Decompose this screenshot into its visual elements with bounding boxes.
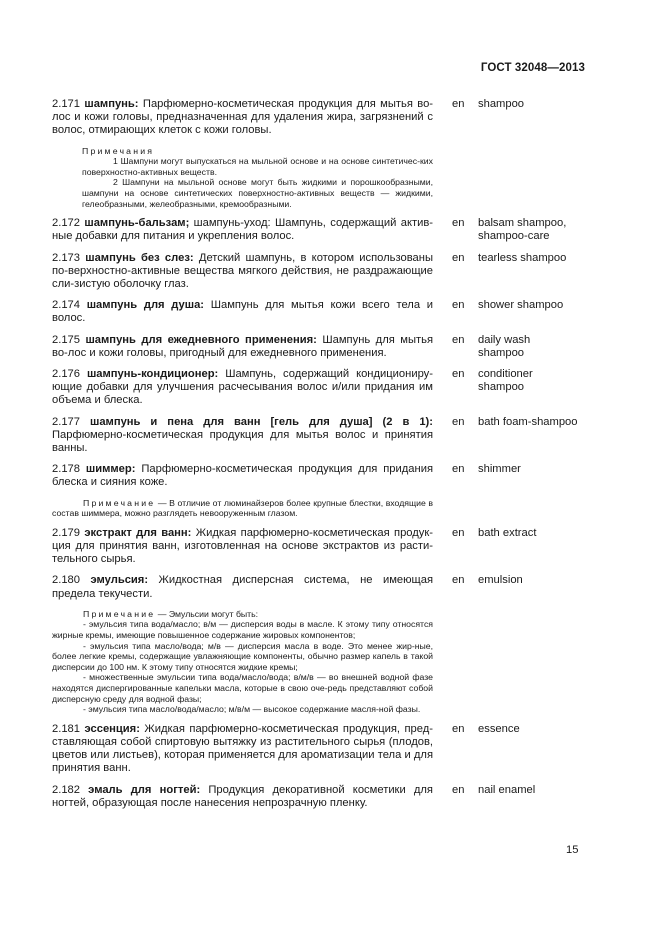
term-title: шампунь для ежедневного применения: [85,333,317,346]
term-entry [52,723,592,776]
term-title: шампунь: [84,98,139,110]
term-title: шампунь-кондиционер: [86,368,219,380]
language-code: en [452,463,465,476]
language-code: en [452,415,465,428]
term-title: шампунь для душа: [86,299,205,312]
english-equivalent: shimmer [478,463,521,476]
term-entry [52,217,592,243]
term-definition [52,252,433,292]
language-code: en [452,526,465,539]
language-code: en [452,574,465,587]
note-line: — Эмульсии могут быть: [157,608,259,619]
term-entry [52,463,592,489]
note-line: - множественные эмульсии типа вода/масло/вода; в/м/в — во внешней водной фазе находятся диспергированные капельки масла, которые в свою оче-редь представляют собой дисперсную среду для водной фазы; [52,672,433,704]
definition-text: Парфюмерно-косметическая продукция для мытья во-лос и кожи головы, предназначенная для удаления жира, загрязнений с волос, отмирающих клеток с кожи головы. [52,98,434,137]
note-block [52,609,433,715]
term-number: 2.172 [52,217,80,230]
term-title: эссенция: [84,722,140,735]
term-title: экстракт для ванн: [84,526,192,539]
definition-text: Детский шампунь, в котором использованы по-верхностно-активные вещества мягкого действия, не раздражающие сли-зистую оболочку глаз. [52,251,433,290]
term-entry [52,368,592,408]
note-paragraph [52,609,433,620]
language-code: en [452,783,465,796]
term-number: 2.182 [52,783,80,796]
term-number: 2.180 [52,574,80,587]
term-entry [52,334,592,360]
note-line: — В отличие от люминайзеров более крупные блестки, входящие в состав шиммера, можно разглядеть невооруженным глазом. [52,497,434,519]
term-entry [52,527,592,567]
english-equivalent: conditioner shampoo [478,368,533,394]
english-equivalent: balsam shampoo, shampoo-care [478,217,567,243]
term-definition [52,723,433,776]
definition-text: Парфюмерно-косметическая продукция для мытья волос и принятия ванны. [52,428,433,455]
english-equivalent: daily wash shampoo [478,333,531,359]
definition-text: Парфюмерно-косметическая продукция для придания блеска и сияния коже. [52,463,434,489]
english-equivalent: shower shampoo [478,299,564,312]
term-definition [52,416,433,456]
term-entry [52,574,592,600]
english-equivalent: essence [478,722,520,735]
language-code: en [452,299,465,312]
note-heading: Примечание [83,497,156,508]
term-definition [52,527,433,567]
definition-text: шампунь-уход: Шампунь, содержащий актив-ные добавки для питания и укрепления волос. [52,217,434,243]
english-equivalent: bath foam-shampoo [478,415,578,428]
term-title: эмульсия: [90,574,149,587]
term-entry [52,98,592,138]
document-header: ГОСТ 32048—2013 [480,62,585,74]
english-equivalent: tearless shampoo [478,251,567,264]
note-heading: Примечания [82,145,155,156]
term-definition [52,217,433,243]
language-code: en [452,98,465,110]
definition-text: Жидкая парфюмерно-косметическая продукция, пред-ставляющая собой спиртовую вытяжку из растительного сырья (плодов, цветов или листьев), которая применяется для ароматизации тела и для принятия ванн. [52,722,433,775]
language-code: en [452,217,465,230]
term-title: эмаль для ногтей: [88,783,201,796]
term-definition [52,574,433,600]
definition-text: Жидкая парфюмерно-косметическая продук-ция для принятия ванн, изготовленная на основе экстрактов из расти-тельного сырья. [52,526,434,566]
term-definition [52,98,433,138]
term-title: шиммер: [85,463,136,476]
term-number: 2.179 [52,526,80,539]
term-number: 2.175 [52,333,80,346]
term-title: шампунь-бальзам; [84,217,190,230]
term-number: 2.173 [52,251,80,264]
term-entry [52,299,592,325]
english-equivalent: bath extract [478,526,537,539]
note-line: 2 Шампуни на мыльной основе могут быть жидкими и порошкообразными, шампуни на основе синтетических поверхностно-активных веществ — жидкими, гелеобразными, желеобразными, кремообразными. [82,177,433,209]
note-line: - эмульсия типа масло/вода/масло; м/в/м — высокое содержание масля-ной фазы. [83,704,421,715]
page-number: 15 [566,844,579,856]
note-block [52,498,433,519]
language-code: en [452,333,465,346]
term-definition [52,368,433,408]
term-entry [52,784,592,810]
definition-text: Жидкостная дисперсная система, не имеющая предела текучести. [52,574,434,600]
language-code: en [452,368,465,380]
note-paragraph [52,498,433,519]
term-entry [52,416,592,456]
note-line: - эмульсия типа вода/масло; в/м — дисперсия воды в масле. К этому типу относятся жирные кремы, имеющие повышенное содержание жировых компонентов; [52,619,433,641]
term-number: 2.174 [52,299,80,312]
term-number: 2.176 [52,368,80,380]
terms-list [52,98,592,810]
definition-text: Продукция декоративной косметики для ногтей, образующая после нанесения непрозрачную пленку. [52,783,433,809]
term-number: 2.177 [52,415,80,428]
definition-text: Шампунь для мытья во-лос и кожи головы, пригодный для ежедневного применения. [52,333,434,359]
english-equivalent: nail enamel [478,783,536,796]
note-block [82,146,433,210]
term-number: 2.178 [52,463,80,476]
term-entry [52,252,592,292]
term-number: 2.181 [52,722,80,735]
term-title: шампунь без слез: [85,251,194,264]
term-definition [52,334,433,360]
note-heading: Примечание [83,608,156,619]
term-definition [52,463,433,489]
language-code: en [452,251,465,264]
english-equivalent: shampoo [478,98,525,110]
definition-text: Шампунь для мытья кожи всего тела и волос. [52,299,433,325]
note-line: 1 Шампуни могут выпускаться на мыльной основе и на основе синтетичес-ких поверхностно-активных веществ. [82,156,433,177]
term-title: шампунь и пена для ванн [гель для душа] (2 в 1): [90,415,433,428]
term-definition [52,299,433,325]
definition-text: Шампунь, содержащий кондициониру-ющие добавки для улучшения расчесывания волос и/или придания им объема и блеска. [52,368,433,407]
language-code: en [452,722,465,735]
term-number: 2.171 [52,98,80,110]
english-equivalent: emulsion [478,574,523,587]
note-line: - эмульсия типа масло/вода; м/в — дисперсия масла в воде. Это менее жир-ные, более легкие кремы, содержащие увлажняющие компоненты, обычно размер капель в такой дисперсии до 100 нм. К этому типу относятся жидкие кремы; [52,640,433,672]
term-definition [52,784,433,810]
